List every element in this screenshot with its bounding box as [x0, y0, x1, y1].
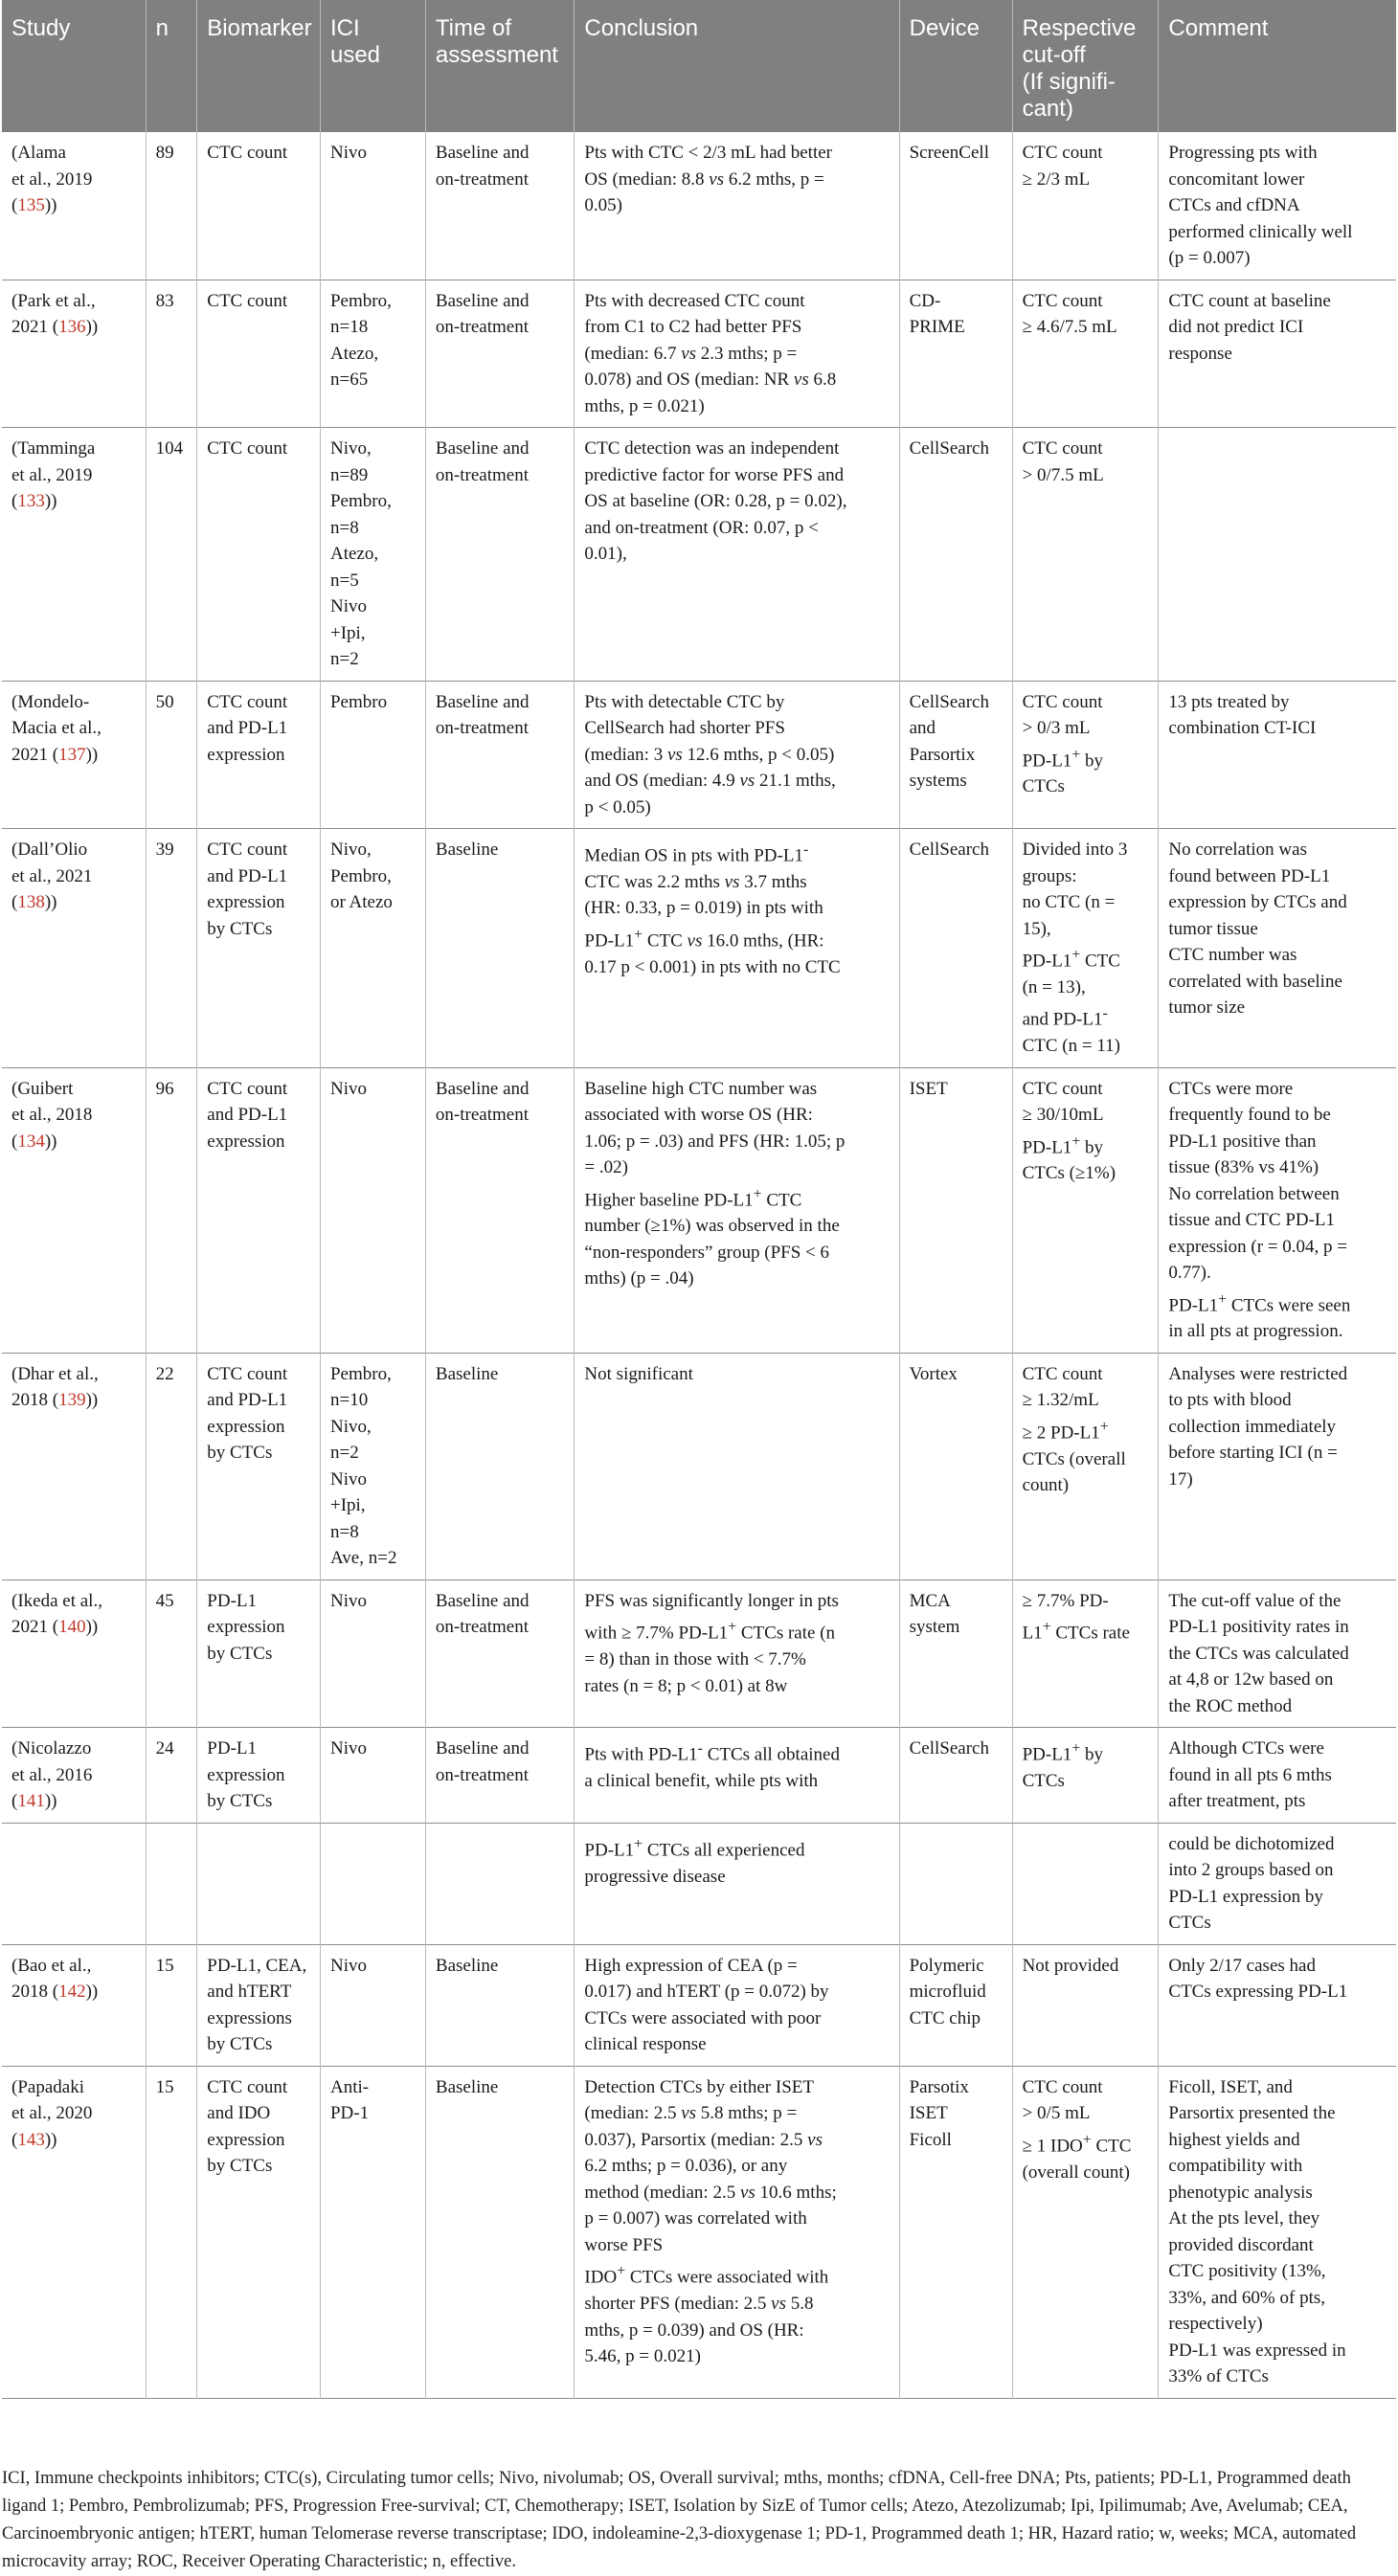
header-comment: Comment — [1159, 0, 1396, 132]
cell-conclusion: Pts with PD-L1- CTCs all obtained a clinical benefit, while pts with — [575, 1728, 899, 1824]
cell-comment: Although CTCs were found in all pts 6 mths after treatment, pts — [1168, 1738, 1332, 1812]
cell-ici-used: Pembro — [320, 681, 425, 829]
table-row — [2, 280, 1396, 428]
cell-biomarker: CTC count and PD-L1 expression by CTCs — [197, 1353, 321, 1579]
table-row — [2, 1823, 1396, 1944]
cell-comment: 13 pts treated by combination CT-ICI — [1168, 691, 1317, 738]
cell-device: Polymeric microfluid CTC chip — [899, 1944, 1012, 2066]
cell-ici-used: Nivo — [320, 1579, 425, 1728]
cell-study: (Park et al., 2021 (136)) — [2, 280, 146, 428]
cell-time-of-assessment: Baseline and on-treatment — [425, 428, 575, 682]
table-row — [2, 1579, 1396, 1728]
cell-study: (Guibert et al., 2018 (134)) — [2, 1067, 146, 1353]
cell-device: ISET — [899, 1067, 1012, 1353]
cell-device: Vortex — [899, 1353, 1012, 1579]
cell-conclusion: Baseline high CTC number was associated with worse OS (HR: 1.06; p = .03) and PFS (HR: 1.05; p = .02) Higher baseline PD-L1+ CTC number (≥1%) was observed in the “non-responders” group (PFS < 6 mths) (p = .04) — [575, 1067, 899, 1353]
cell-conclusion: Not significant — [575, 1353, 899, 1579]
cell-device: CellSearch and Parsortix systems — [899, 681, 1012, 829]
cell-study: (Bao et al., 2018 (142)) — [2, 1944, 146, 2066]
cell-time-of-assessment: Baseline — [425, 1944, 575, 2066]
table-row — [2, 2066, 1396, 2398]
cell-cutoff: ≥ 7.7% PD- L1+ CTCs rate — [1012, 1579, 1159, 1728]
cell-device: CellSearch — [899, 1728, 1012, 1824]
table-row — [2, 132, 1396, 280]
cell-n: 45 — [146, 1579, 197, 1728]
cell-n: 96 — [146, 1067, 197, 1353]
cell-ici-used: Pembro, n=10 Nivo, n=2 Nivo +Ipi, n=8 Ave, n=2 — [320, 1353, 425, 1579]
cell-n: 15 — [146, 2066, 197, 2398]
cell-cutoff: CTC count > 0/3 mL PD-L1+ by CTCs — [1012, 681, 1159, 829]
cell-biomarker: CTC count and PD-L1 expression by CTCs — [197, 829, 321, 1068]
cell-ici-used: Nivo, Pembro, or Atezo — [320, 829, 425, 1068]
cell-ici-used: Nivo — [320, 1728, 425, 1824]
cell-device: CellSearch — [899, 829, 1012, 1068]
cell-conclusion: PD-L1+ CTCs all experienced progressive disease — [575, 1823, 899, 1944]
cell-biomarker: PD-L1, CEA, and hTERT expressions by CTCs — [197, 1944, 321, 2066]
cell-time-of-assessment: Baseline and on-treatment — [425, 681, 575, 829]
cell-n: 39 — [146, 829, 197, 1068]
cell-cutoff: CTC count ≥ 4.6/7.5 mL — [1012, 280, 1159, 428]
cell-biomarker: CTC count — [197, 132, 321, 280]
cell-device: ScreenCell — [899, 132, 1012, 280]
cell-device — [899, 1823, 1012, 1944]
header-n: n — [146, 0, 197, 132]
cell-conclusion: High expression of CEA (p = 0.017) and hTERT (p = 0.072) by CTCs were associated with poor clinical response — [575, 1944, 899, 2066]
header-row — [2, 0, 1396, 132]
cell-conclusion: CTC detection was an independent predictive factor for worse PFS and OS at baseline (OR: 0.28, p = 0.02), and on-treatment (OR: 0.07, p < 0.01), — [575, 428, 899, 682]
header-conclusion: Conclusion — [575, 0, 899, 132]
table-container — [2, 0, 1396, 2399]
cell-biomarker: CTC count and PD-L1 expression — [197, 681, 321, 829]
cell-device: Parsotix ISET Ficoll — [899, 2066, 1012, 2398]
cell-conclusion: Detection CTCs by either ISET (median: 2.5 vs 5.8 mths; p = 0.037), Parsortix (median: 2.5 vs 6.2 mths; p = 0.036), or any method (median: 2.5 vs 10.6 mths; p = 0.007) was correlated with worse PFS IDO+ CTCs were associated with shorter PFS (median: 2.5 vs 5.8 mths, p = 0.039) and OS (HR: 5.46, p = 0.021) — [575, 2066, 899, 2398]
cell-cutoff: CTC count ≥ 1.32/mL ≥ 2 PD-L1+ CTCs (overall count) — [1012, 1353, 1159, 1579]
cell-cutoff: CTC count > 0/5 mL ≥ 1 IDO+ CTC (overall count) — [1012, 2066, 1159, 2398]
cell-device: CellSearch — [899, 428, 1012, 682]
header-device: Device — [899, 0, 1012, 132]
cell-conclusion: PFS was significantly longer in pts with ≥ 7.7% PD-L1+ CTCs rate (n = 8) than in those with < 7.7% rates (n = 8; p < 0.01) at 8w — [575, 1579, 899, 1728]
cell-study: (Ikeda et al., 2021 (140)) — [2, 1579, 146, 1728]
cell-conclusion: Pts with decreased CTC count from C1 to C2 had better PFS (median: 6.7 vs 2.3 mths; p = 0.078) and OS (median: NR vs 6.8 mths, p = 0.021) — [575, 280, 899, 428]
cell-cutoff: PD-L1+ by CTCs — [1012, 1728, 1159, 1824]
cell-cutoff: Not provided — [1012, 1944, 1159, 2066]
cell-n: 24 — [146, 1728, 197, 1824]
cell-time-of-assessment — [425, 1823, 575, 1944]
cell-cutoff: CTC count ≥ 2/3 mL — [1012, 132, 1159, 280]
studies-table — [2, 0, 1396, 2399]
cell-n: 22 — [146, 1353, 197, 1579]
cell-conclusion: Pts with CTC < 2/3 mL had better OS (median: 8.8 vs 6.2 mths, p = 0.05) — [575, 132, 899, 280]
cell-comment: CTCs were more frequently found to be PD-L1 positive than tissue (83% vs 41%) No correlation between tissue and CTC PD-L1 expression (r = 0.04, p = 0.77). PD-L1+ CTCs were seen in all pts at progression. — [1168, 1078, 1351, 1342]
cell-ici-used: Pembro, n=18 Atezo, n=65 — [320, 280, 425, 428]
cell-study: (Nicolazzo et al., 2016 (141)) — [2, 1728, 146, 1824]
cell-biomarker — [197, 1823, 321, 1944]
cell-device: MCA system — [899, 1579, 1012, 1728]
cell-comment: No correlation was found between PD-L1 expression by CTCs and tumor tissue CTC number was correlated with baseline tumor size — [1168, 840, 1347, 1018]
table-row — [2, 428, 1396, 682]
cell-ici-used: Anti- PD-1 — [320, 2066, 425, 2398]
cell-ici-used: Nivo — [320, 132, 425, 280]
cell-comment: Progressing pts with concomitant lower CTCs and cfDNA performed clinically well (p = 0.007) — [1168, 143, 1353, 268]
cell-time-of-assessment: Baseline and on-treatment — [425, 280, 575, 428]
cell-time-of-assessment: Baseline and on-treatment — [425, 132, 575, 280]
cell-n: 15 — [146, 1944, 197, 2066]
cell-cutoff — [1012, 1823, 1159, 1944]
cell-biomarker: PD-L1 expression by CTCs — [197, 1728, 321, 1824]
cell-conclusion: Pts with detectable CTC by CellSearch had shorter PFS (median: 3 vs 12.6 mths, p < 0.05) and OS (median: 4.9 vs 21.1 mths, p < 0.05) — [575, 681, 899, 829]
cell-study: (Tamminga et al., 2019 (133)) — [2, 428, 146, 682]
cell-time-of-assessment: Baseline and on-treatment — [425, 1067, 575, 1353]
cell-biomarker: CTC count — [197, 428, 321, 682]
header-biomarker: Biomarker — [197, 0, 321, 132]
cell-ici-used — [320, 1823, 425, 1944]
cell-study — [2, 1823, 146, 1944]
cell-n — [146, 1823, 197, 1944]
header-time-of-assessment: Time of assessment — [425, 0, 575, 132]
cell-ici-used: Nivo, n=89 Pembro, n=8 Atezo, n=5 Nivo +Ipi, n=2 — [320, 428, 425, 682]
cell-cutoff: CTC count > 0/7.5 mL — [1012, 428, 1159, 682]
cell-comment: Only 2/17 cases had CTCs expressing PD-L1 — [1168, 1955, 1348, 2003]
cell-comment — [1159, 428, 1396, 682]
header-cutoff: Respective cut-off (If signifi- cant) — [1012, 0, 1159, 132]
cell-study: (Papadaki et al., 2020 (143)) — [2, 2066, 146, 2398]
cell-time-of-assessment: Baseline and on-treatment — [425, 1728, 575, 1824]
cell-study: (Dhar et al., 2018 (139)) — [2, 1353, 146, 1579]
cell-comment: The cut-off value of the PD-L1 positivity rates in the CTCs was calculated at 4,8 or 12w based on the ROC method — [1168, 1590, 1349, 1716]
cell-cutoff: CTC count ≥ 30/10mL PD-L1+ by CTCs (≥1%) — [1012, 1067, 1159, 1353]
cell-biomarker: CTC count — [197, 280, 321, 428]
table-row — [2, 829, 1396, 1068]
cell-n: 50 — [146, 681, 197, 829]
cell-device: CD- PRIME — [899, 280, 1012, 428]
cell-time-of-assessment: Baseline — [425, 1353, 575, 1579]
cell-study: (Alama et al., 2019 (135)) — [2, 132, 146, 280]
cell-n: 89 — [146, 132, 197, 280]
table-row — [2, 1944, 1396, 2066]
cell-biomarker: CTC count and IDO expression by CTCs — [197, 2066, 321, 2398]
cell-study: (Dall’Olio et al., 2021 (138)) — [2, 829, 146, 1068]
cell-cutoff: Divided into 3 groups: no CTC (n = 15), PD-L1+ CTC (n = 13), and PD-L1- CTC (n = 11) — [1012, 829, 1159, 1068]
cell-time-of-assessment: Baseline — [425, 829, 575, 1068]
cell-conclusion: Median OS in pts with PD-L1- CTC was 2.2 mths vs 3.7 mths (HR: 0.33, p = 0.019) in pts with PD-L1+ CTC vs 16.0 mths, (HR: 0.17 p < 0.001) in pts with no CTC — [575, 829, 899, 1068]
header-ici-used: ICI used — [320, 0, 425, 132]
table-body — [2, 132, 1396, 2398]
table-footnote: ICI, Immune checkpoints inhibitors; CTC(s), Circulating tumor cells; Nivo, nivolumab; OS, Overall survival; mths, months; cfDNA, Cell-free DNA; Pts, patients; PD-L1, Programmed death ligand 1; Pembro, Pembrolizumab; PFS, Progression Free-survival; CT, Chemotherapy; ISET, Isolation by SizE of Tumor cells; Atezo, Atezolizumab; Ipi, Ipilimumab; Ave, Avelumab; CEA, Carcinoembryonic antigen; hTERT, human Telomerase reverse transcriptase; IDO, indoleamine-2,3-dioxygenase 1; PD-1, Programmed death 1; HR, Hazard ratio; w, weeks; MCA, automated microcavity array; ROC, Receiver Operating Characteristic; n, effective. — [2, 2469, 1357, 2571]
table-row — [2, 681, 1396, 829]
cell-time-of-assessment: Baseline — [425, 2066, 575, 2398]
cell-time-of-assessment: Baseline and on-treatment — [425, 1579, 575, 1728]
cell-biomarker: CTC count and PD-L1 expression — [197, 1067, 321, 1353]
cell-study: (Mondelo- Macia et al., 2021 (137)) — [2, 681, 146, 829]
cell-ici-used: Nivo — [320, 1944, 425, 2066]
header-study: Study — [2, 0, 146, 132]
cell-biomarker: PD-L1 expression by CTCs — [197, 1579, 321, 1728]
table-row — [2, 1728, 1396, 1824]
cell-comment: Ficoll, ISET, and Parsortix presented the highest yields and compatibility with phenotypic analysis At the pts level, they provided discordant CTC positivity (13%, 33%, and 60% of pts, respectively) PD-L1 was expressed in 33% of CTCs — [1168, 2076, 1346, 2387]
cell-comment: could be dichotomized into 2 groups based on PD-L1 expression by CTCs — [1168, 1833, 1335, 1934]
table-row — [2, 1353, 1396, 1579]
cell-comment: CTC count at baseline did not predict ICI response — [1168, 290, 1331, 364]
cell-comment: Analyses were restricted to pts with blood collection immediately before starting ICI (n = 17) — [1168, 1363, 1348, 1490]
cell-ici-used: Nivo — [320, 1067, 425, 1353]
cell-n: 104 — [146, 428, 197, 682]
cell-n: 83 — [146, 280, 197, 428]
table-row — [2, 1067, 1396, 1353]
